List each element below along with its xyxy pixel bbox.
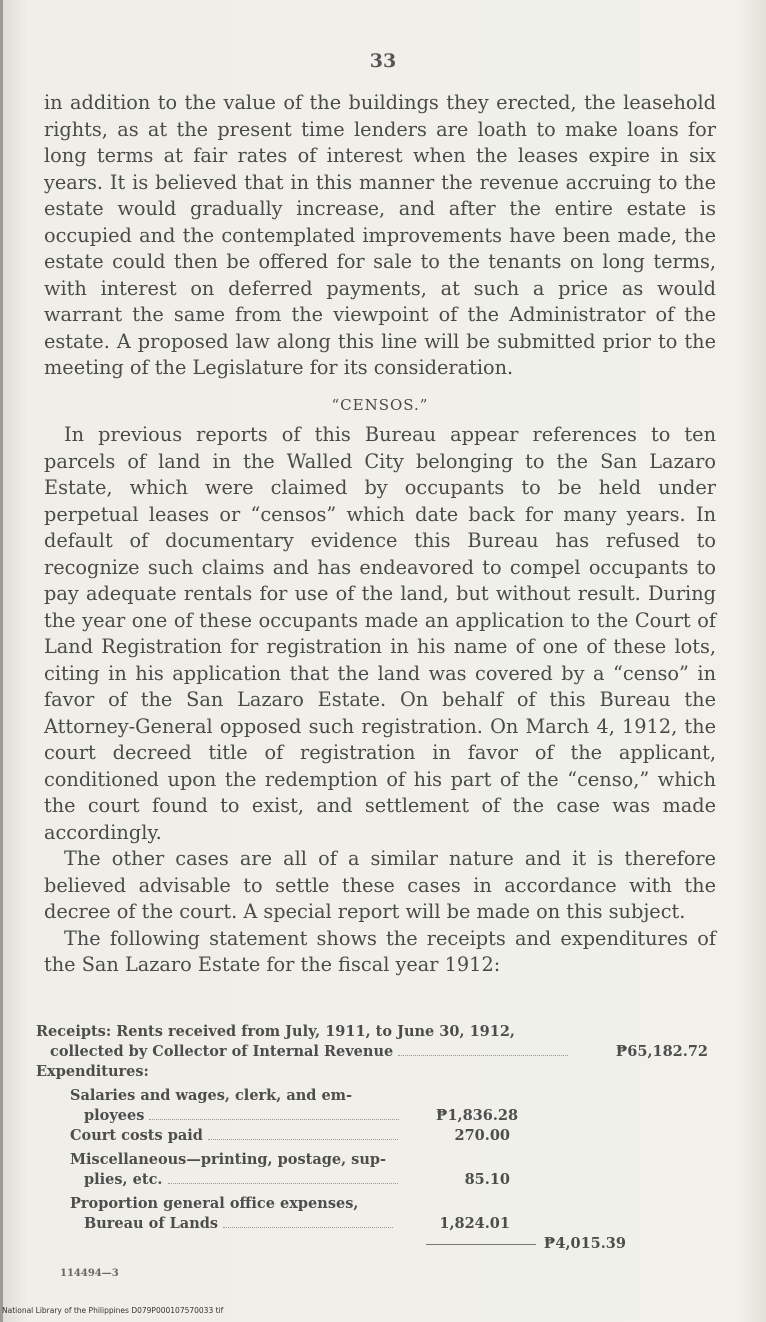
financial-statement bbox=[36, 1022, 716, 1254]
total-rule bbox=[426, 1244, 536, 1245]
expense-item-row bbox=[36, 1150, 716, 1170]
printer-signature-code: 114494—3 bbox=[60, 1268, 119, 1279]
expense-item-row bbox=[36, 1086, 716, 1106]
binding-edge bbox=[0, 0, 3, 1322]
body-text bbox=[44, 90, 716, 979]
expenditures-label: Expenditures: bbox=[36, 1063, 149, 1080]
leader-dots bbox=[398, 1043, 568, 1056]
leader-dots bbox=[149, 1107, 399, 1120]
expense-item-row bbox=[36, 1126, 716, 1146]
section-heading-censos: “CENSOS.” bbox=[331, 395, 429, 414]
expense-item-amount: ₱1,836.28 bbox=[436, 1107, 519, 1124]
paragraph-4: The following statement shows the receipts and expenditures of the San Lazaro Estate for the fiscal year 1912: bbox=[44, 926, 716, 976]
expense-item-amount: 85.10 bbox=[464, 1171, 510, 1188]
expense-item-row bbox=[36, 1214, 716, 1234]
expense-item-amount: 270.00 bbox=[454, 1127, 510, 1144]
receipts-label-cont: collected by Collector of Internal Revenue bbox=[50, 1043, 394, 1060]
expenditures-heading-row bbox=[36, 1062, 716, 1082]
scan-credit: National Library of the Philippines D079P000107570033 tif bbox=[2, 1306, 224, 1315]
expense-item-label: Salaries and wages, clerk, and em- bbox=[70, 1087, 353, 1104]
expense-total-amount: ₱4,015.39 bbox=[543, 1235, 626, 1252]
expense-item-label-cont: ployees bbox=[84, 1107, 145, 1124]
expense-item-label-cont: plies, etc. bbox=[84, 1171, 163, 1188]
receipts-row-2 bbox=[36, 1042, 716, 1062]
paragraph-2: In previous reports of this Bureau appear references to ten parcels of land in the Walled City belonging to the San Lazaro Estate, which were claimed by occupants to be held under perpetual leases or “censos” which date back for many years. In default of documentary evidence this Bureau has refused to recognize such claims and has endeavored to compel occupants to pay adequate rentals for use of the land, but without result. During the year one of these occupants made an application to the Court of Land Registration for registration in his name of one of these lots, citing in his application that the land was covered by a “censo” in favor of the San Lazaro Estate. On behalf of this Bureau the Attorney-General opposed such registration. On March 4, 1912, the court decreed title of registration in favor of the applicant, conditioned upon the redemption of his part of the “censo,” which the court found to exist, and settlement of the case was made accordingly. bbox=[44, 423, 716, 844]
page-number: 33 bbox=[369, 50, 397, 72]
expense-total-row bbox=[36, 1234, 716, 1254]
paragraph-3: The other cases are all of a similar nature and it is therefore believed advisable to settle these cases in accordance with the decree of the court. A special report will be made on this subject. bbox=[44, 847, 716, 923]
paragraph-1: in addition to the value of the buildings they erected, the leasehold rights, as at the present time lenders are loath to make loans for long terms at fair rates of interest when the leases expire in six years. It is believed that in this manner the revenue accruing to the estate would gradually increase, and after the entire estate is occupied and the contemplated improvements have been made, the estate could then be offered for sale to the tenants on long terms, with interest on deferred payments, at such a price as would warrant the same from the viewpoint of the Administrator of the estate. A proposed law along this line will be submitted prior to the meeting of the Legislature for its consideration. bbox=[44, 91, 716, 379]
receipts-amount: ₱65,182.72 bbox=[615, 1043, 708, 1060]
expense-item-row bbox=[36, 1170, 716, 1190]
receipts-row-1 bbox=[36, 1022, 716, 1042]
expense-item-label-cont: Bureau of Lands bbox=[84, 1215, 219, 1232]
expense-item-row bbox=[36, 1106, 716, 1126]
expense-item-amount: 1,824.01 bbox=[439, 1215, 510, 1232]
leader-dots bbox=[208, 1127, 398, 1140]
expense-item-label: Proportion general office expenses, bbox=[70, 1195, 359, 1212]
leader-dots bbox=[168, 1171, 398, 1184]
expense-item-label: Court costs paid bbox=[70, 1127, 203, 1144]
leader-dots bbox=[223, 1215, 393, 1228]
receipts-label: Receipts: Rents received from July, 1911, to June 30, 1912, bbox=[36, 1023, 515, 1040]
expense-item-row bbox=[36, 1194, 716, 1214]
expense-item-label: Miscellaneous—printing, postage, sup- bbox=[70, 1151, 387, 1168]
